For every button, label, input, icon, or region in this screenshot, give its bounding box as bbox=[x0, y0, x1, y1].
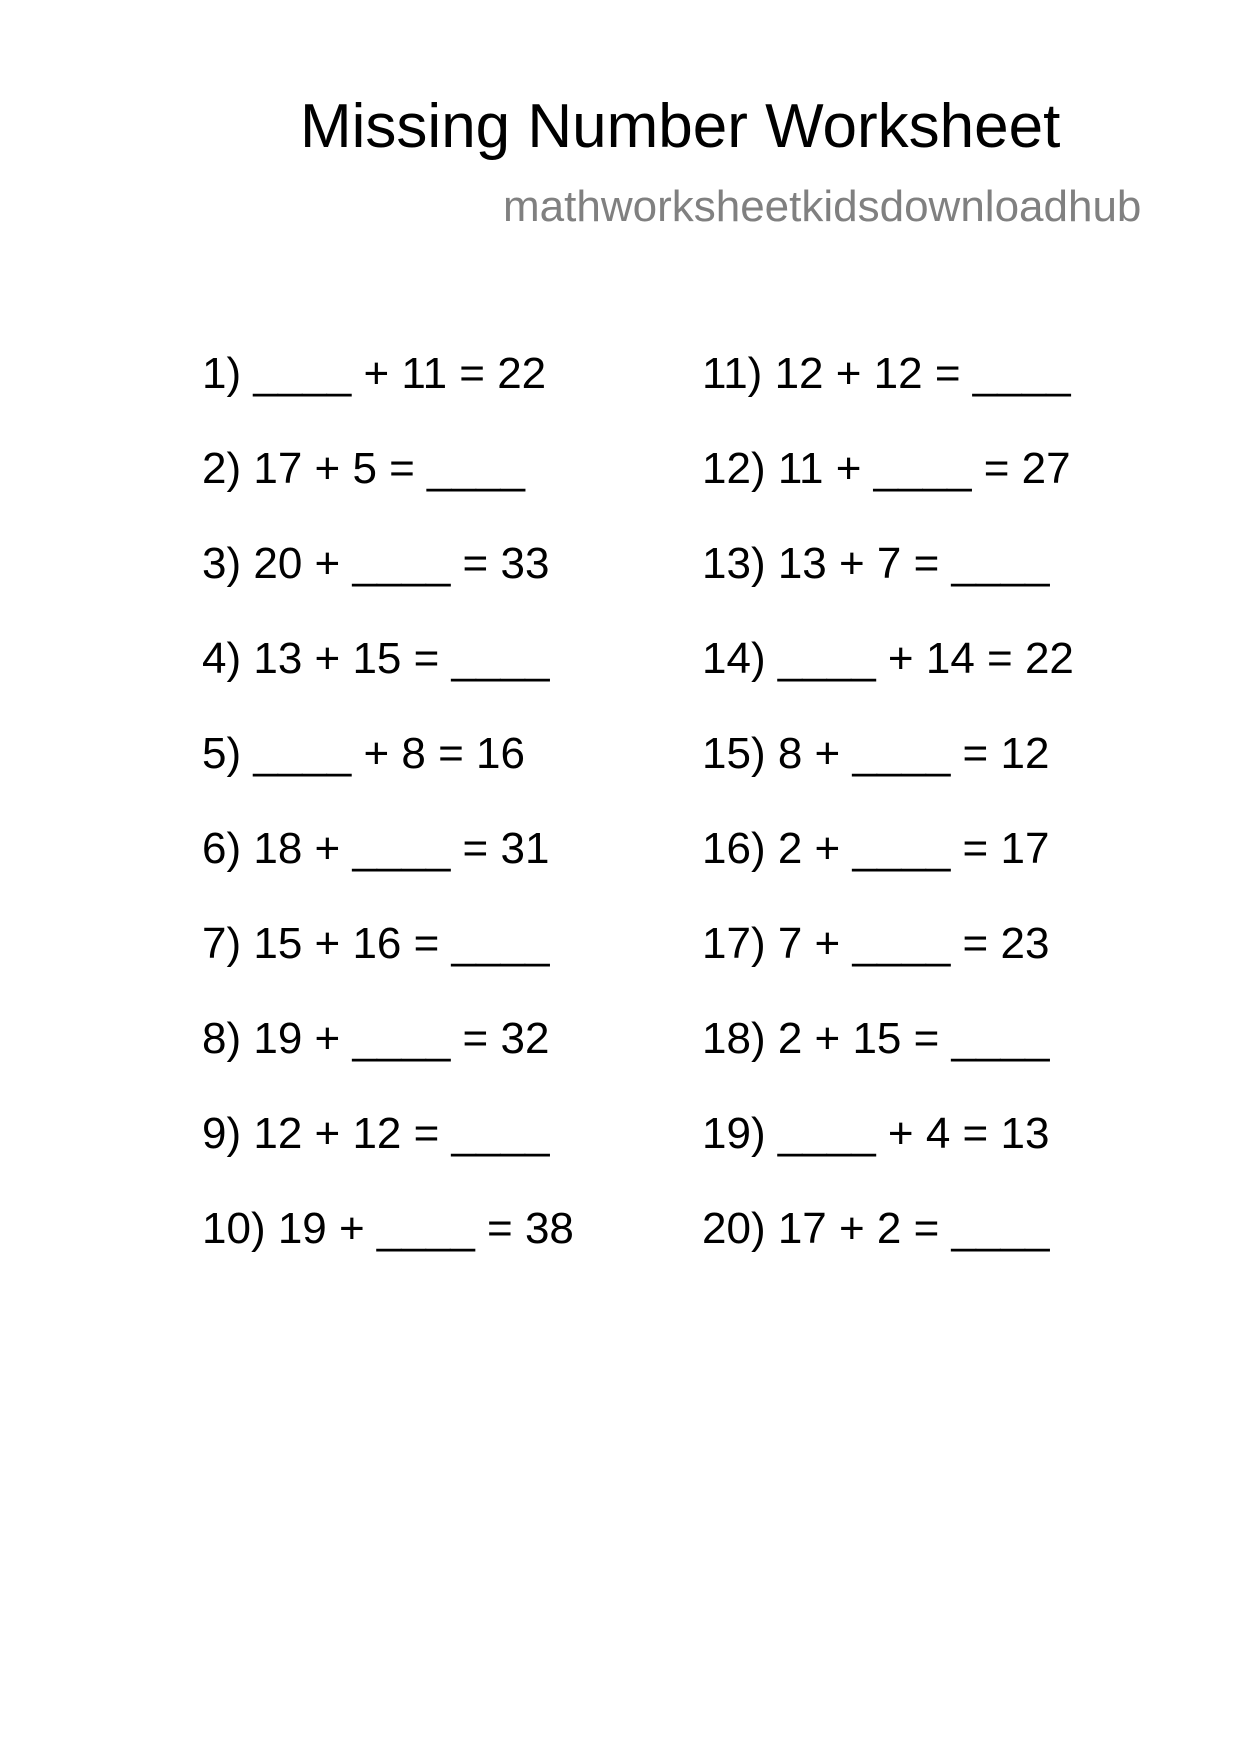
problem-number: 13) bbox=[702, 539, 766, 588]
problem-number: 12) bbox=[702, 444, 766, 493]
problem-item bbox=[702, 919, 1050, 968]
problem-number: 2) bbox=[202, 444, 242, 493]
problem-number: 20) bbox=[702, 1204, 766, 1253]
worksheet-source-label: mathworksheetkidsdownloadhub bbox=[503, 182, 1142, 231]
problem-equation: 20 + ____ = 33 bbox=[253, 539, 550, 588]
problem-item bbox=[702, 729, 1050, 778]
problem-number: 9) bbox=[202, 1109, 242, 1158]
problem-equation: 13 + 7 = ____ bbox=[777, 539, 1050, 588]
problem-item bbox=[202, 919, 550, 968]
problem-item bbox=[702, 539, 1050, 588]
problem-item bbox=[202, 539, 550, 588]
problem-equation: 12 + 12 = ____ bbox=[774, 349, 1071, 398]
problem-number: 19) bbox=[702, 1109, 766, 1158]
problem-item bbox=[702, 824, 1050, 873]
problem-number: 17) bbox=[702, 919, 766, 968]
problem-item bbox=[702, 1204, 1050, 1253]
problem-equation: 17 + 2 = ____ bbox=[777, 1204, 1050, 1253]
problem-equation: 8 + ____ = 12 bbox=[777, 729, 1050, 778]
problem-equation: ____ + 11 = 22 bbox=[253, 349, 547, 398]
problem-equation: 18 + ____ = 31 bbox=[253, 824, 550, 873]
problem-item bbox=[202, 634, 550, 683]
problem-item bbox=[202, 349, 547, 398]
problem-number: 7) bbox=[202, 919, 242, 968]
problem-equation: 2 + ____ = 17 bbox=[777, 824, 1050, 873]
problem-number: 18) bbox=[702, 1014, 766, 1063]
problem-item bbox=[202, 1014, 550, 1063]
worksheet-title: Missing Number Worksheet bbox=[300, 92, 1061, 161]
problem-number: 11) bbox=[702, 349, 763, 398]
problem-number: 10) bbox=[202, 1204, 266, 1253]
problem-equation: 7 + ____ = 23 bbox=[777, 919, 1050, 968]
problem-equation: 11 + ____ = 27 bbox=[777, 444, 1071, 493]
problem-item bbox=[202, 824, 550, 873]
problem-equation: 19 + ____ = 32 bbox=[253, 1014, 550, 1063]
problem-number: 3) bbox=[202, 539, 242, 588]
problem-number: 5) bbox=[202, 729, 242, 778]
problem-equation: ____ + 8 = 16 bbox=[253, 729, 525, 778]
problem-equation: ____ + 14 = 22 bbox=[777, 634, 1074, 683]
problem-item bbox=[202, 1109, 550, 1158]
problem-item bbox=[202, 729, 525, 778]
problem-item bbox=[702, 1014, 1050, 1063]
problem-item bbox=[702, 349, 1071, 398]
problem-item bbox=[202, 444, 525, 493]
problem-item bbox=[702, 634, 1074, 683]
problem-number: 6) bbox=[202, 824, 242, 873]
problem-equation: 17 + 5 = ____ bbox=[253, 444, 525, 493]
problem-number: 15) bbox=[702, 729, 766, 778]
problem-equation: 12 + 12 = ____ bbox=[253, 1109, 550, 1158]
problem-item bbox=[202, 1204, 574, 1253]
problem-equation: 15 + 16 = ____ bbox=[253, 919, 550, 968]
problem-number: 1) bbox=[202, 349, 242, 398]
problem-number: 4) bbox=[202, 634, 242, 683]
problem-equation: ____ + 4 = 13 bbox=[777, 1109, 1050, 1158]
problem-number: 14) bbox=[702, 634, 766, 683]
problem-number: 16) bbox=[702, 824, 766, 873]
problem-equation: 2 + 15 = ____ bbox=[777, 1014, 1050, 1063]
problem-equation: 13 + 15 = ____ bbox=[253, 634, 550, 683]
problem-item bbox=[702, 1109, 1050, 1158]
problem-item bbox=[702, 444, 1071, 493]
problem-equation: 19 + ____ = 38 bbox=[277, 1204, 574, 1253]
problem-number: 8) bbox=[202, 1014, 242, 1063]
